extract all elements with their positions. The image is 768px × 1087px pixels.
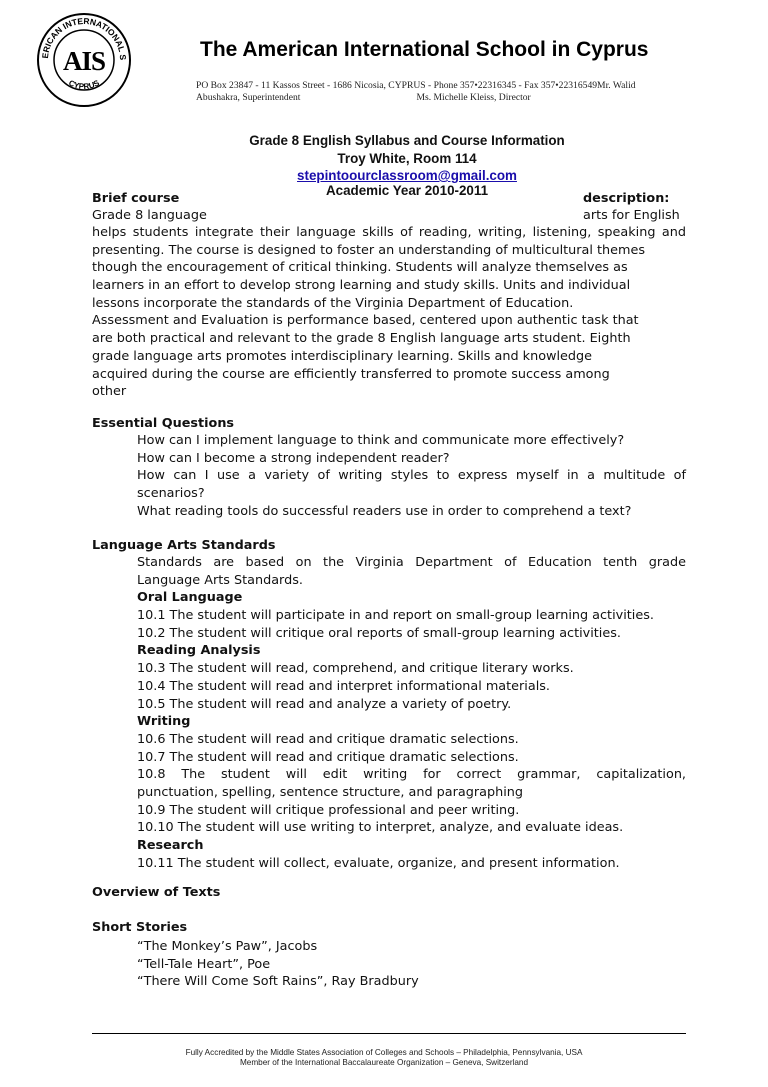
overview-heading: Overview of Texts xyxy=(92,885,221,900)
standard-item: 10.3 The student will read, comprehend, and critique literary works. xyxy=(137,661,574,677)
standard-item: 10.6 The student will read and critique dramatic selections. xyxy=(137,731,519,747)
standard-item: 10.1 The student will participate in and report on small-group learning activities. xyxy=(137,608,654,624)
description-line: Assessment and Evaluation is performance based, centered upon authentic task that xyxy=(92,313,639,329)
description-line-start: Grade 8 language xyxy=(92,208,207,223)
academic-year: Academic Year 2010-2011 xyxy=(325,183,489,198)
standard-item: 10.10 The student will use writing to interpret, analyze, and evaluate ideas. xyxy=(137,820,624,836)
essential-questions-list xyxy=(137,432,686,520)
description-line: presenting. The course is designed to foster an understanding of multicultural themes xyxy=(92,242,646,258)
essential-question: How can I implement language to think and communicate more effectively? xyxy=(137,433,625,448)
standards-intro: Standards are based on the Virginia Department of Education tenth grade xyxy=(137,555,686,570)
director: Ms. Michelle Kleiss, Director xyxy=(416,92,531,103)
standard-item: 10.4 The student will read and interpret informational materials. xyxy=(137,678,550,694)
description-line: helps students integrate their language skills of reading, writing, listening, speaking and xyxy=(92,225,686,240)
essential-question: How can I become a strong independent reader? xyxy=(137,450,450,466)
logo-initials: AIS xyxy=(62,46,106,76)
logo-bottom-text: CYPRUS xyxy=(67,78,101,92)
standard-item-continued: punctuation, spelling, sentence structure, and paragraphing xyxy=(137,784,523,800)
description-paragraph xyxy=(92,224,686,401)
short-stories-heading: Short Stories xyxy=(92,920,188,935)
short-stories-list xyxy=(137,938,686,991)
description-label-left: Brief course xyxy=(92,191,180,206)
standards-heading: Language Arts Standards xyxy=(92,538,276,553)
research-heading: Research xyxy=(137,838,204,853)
standard-item: 10.8 The student will edit writing for correct grammar, capitalization, xyxy=(137,767,686,783)
standards-list xyxy=(137,554,686,872)
standards-intro-continued: Language Arts Standards. xyxy=(137,572,303,588)
short-story-item: “Tell-Tale Heart”, Poe xyxy=(137,956,271,972)
description-line: though the encouragement of critical thinking. Students will analyze themselves as xyxy=(92,260,628,276)
description-line: learners in an effort to develop strong learning and study skills. Units and individual xyxy=(92,278,631,294)
description-line: other xyxy=(92,384,127,400)
course-title: Grade 8 English Syllabus and Course Information xyxy=(249,133,565,148)
description-line: are both practical and relevant to the grade 8 English language arts student. Eighth xyxy=(92,331,631,347)
address-line-1: PO Box 23847 - 11 Kassos Street - 1686 Nicosia, CYPRUS - Phone 357•22316345 - Fax 357•22316549Mr. Walid xyxy=(196,80,636,91)
short-story-item: “There Will Come Soft Rains”, Ray Bradbury xyxy=(137,974,419,990)
essential-questions-heading: Essential Questions xyxy=(92,416,235,431)
school-logo xyxy=(36,12,132,108)
description-line: grade language arts promotes interdisciplinary learning. Skills and knowledge xyxy=(92,348,593,364)
school-address xyxy=(196,80,686,104)
essential-question: What reading tools do successful readers use in order to comprehend a text? xyxy=(137,503,632,519)
svg-text:CYPRUS xyxy=(67,78,101,91)
description-label-right: description: xyxy=(583,191,670,206)
school-title: The American International School in Cyprus xyxy=(200,38,649,61)
essential-question: How can I use a variety of writing styles to express myself in a multitude of xyxy=(137,468,686,484)
footer-divider xyxy=(92,1033,686,1034)
description-line-end: arts for English xyxy=(583,208,680,223)
description-line: lessons incorporate the standards of the Virginia Department of Education. xyxy=(92,295,574,311)
teacher-email-link[interactable]: stepintoourclassroom@gmail.com xyxy=(297,168,517,183)
writing-heading: Writing xyxy=(137,714,191,730)
standard-item: 10.5 The student will read and analyze a variety of poetry. xyxy=(137,696,512,712)
essential-question-continued: scenarios? xyxy=(137,486,205,502)
short-story-item: “The Monkey’s Paw”, Jacobs xyxy=(137,939,318,954)
reading-analysis-heading: Reading Analysis xyxy=(137,643,261,659)
logo-ring-text: ERICAN INTERNATIONAL S xyxy=(39,15,129,61)
teacher-room: Troy White, Room 114 xyxy=(337,151,477,166)
accreditation-line: Fully Accredited by the Middle States Association of Colleges and Schools – Philadelphia, Pennsylvania, USA xyxy=(185,1048,583,1057)
standard-item: 10.11 The student will collect, evaluate, organize, and present information. xyxy=(137,855,620,871)
standard-item: 10.7 The student will read and critique dramatic selections. xyxy=(137,749,519,765)
oral-language-heading: Oral Language xyxy=(137,590,243,606)
standard-item: 10.2 The student will critique oral reports of small-group learning activities. xyxy=(137,625,621,641)
description-line: acquired during the course are efficiently transferred to promote success among xyxy=(92,366,610,382)
superintendent: Abushakra, Superintendent xyxy=(196,92,301,103)
standard-item: 10.9 The student will critique professional and peer writing. xyxy=(137,802,520,818)
ib-membership-line: Member of the International Baccalaureate Organization – Geneva, Switzerland xyxy=(239,1058,529,1067)
